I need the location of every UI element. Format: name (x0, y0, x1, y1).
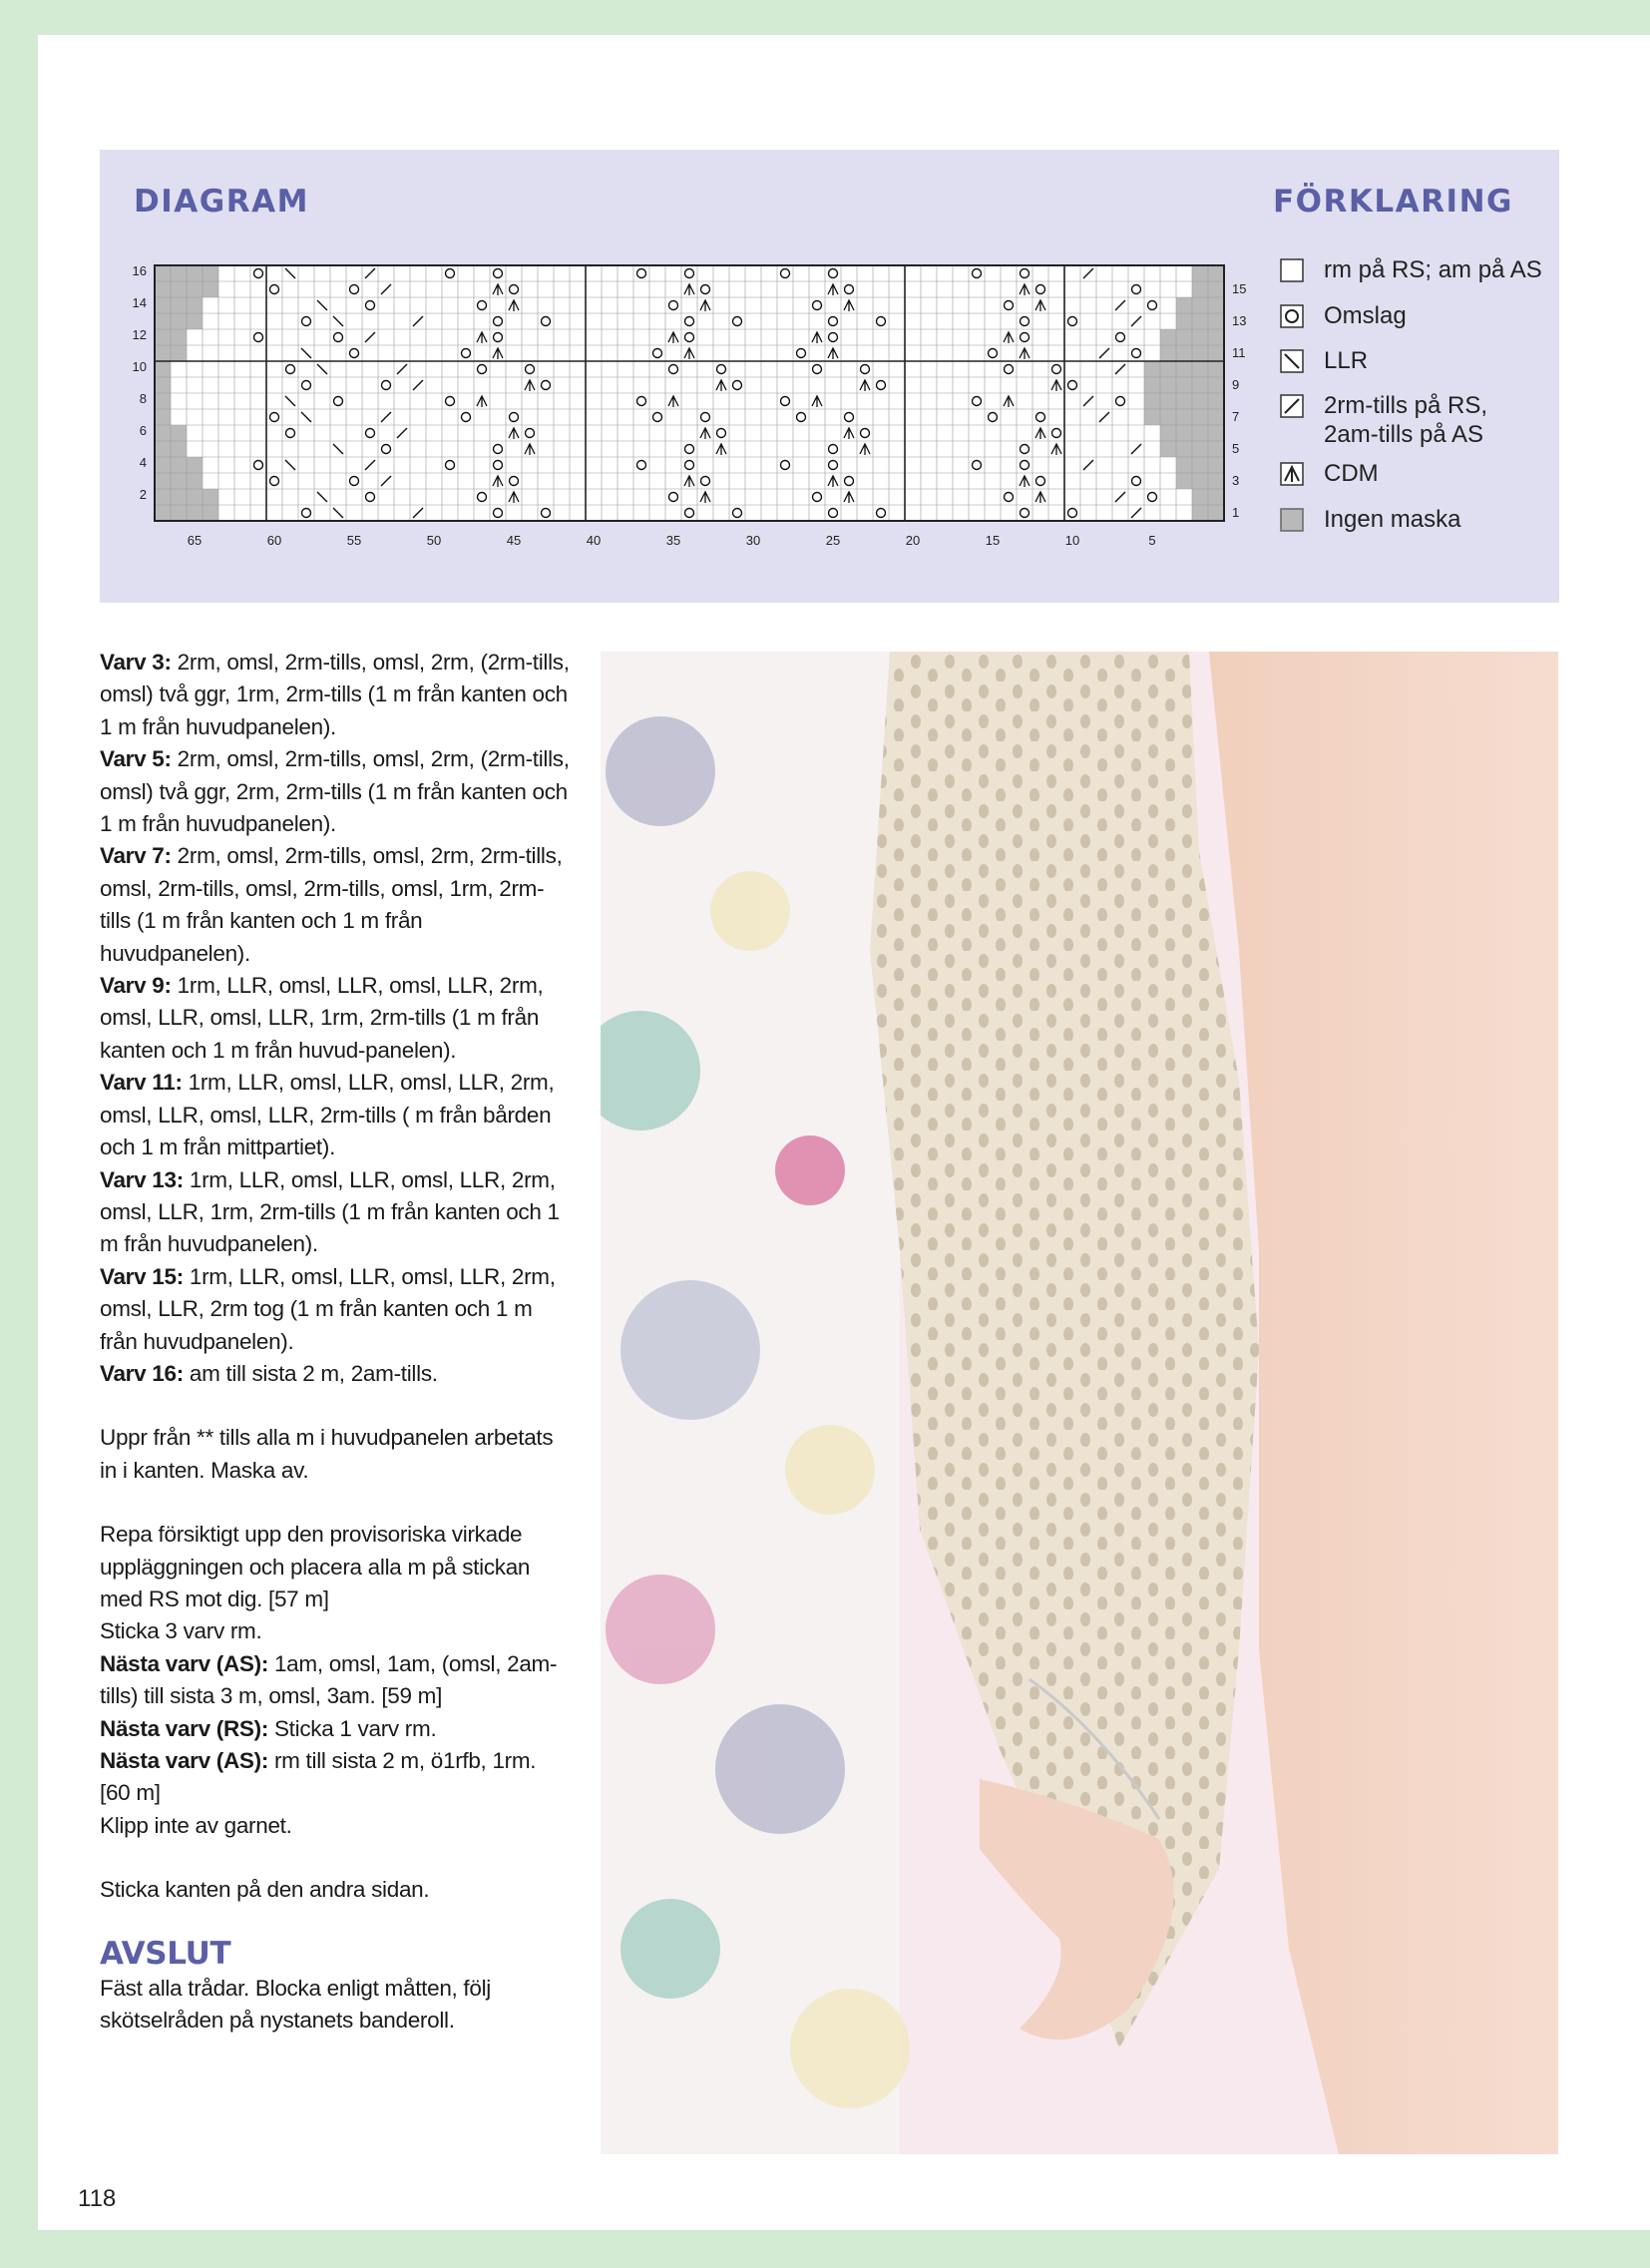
no-stitch-cell (1176, 473, 1192, 489)
no-stitch-cell (1192, 329, 1208, 345)
no-stitch-cell (1208, 281, 1224, 297)
no-stitch-cell (1144, 377, 1160, 393)
blank-square-icon (1280, 258, 1304, 282)
row-instruction (100, 743, 571, 840)
row-label-right: 11 (1232, 345, 1246, 360)
column-label: 50 (426, 533, 442, 547)
legend-label: rm på RS; am på AS (1324, 256, 1542, 283)
no-stitch-cell (1192, 361, 1208, 377)
row-label-left: 4 (139, 455, 147, 470)
no-stitch-cell (1176, 393, 1192, 409)
legend-label: LLR (1324, 347, 1369, 374)
row-text: 1rm, LLR, omsl, LLR, omsl, LLR, 2rm, omsl, LLR, 1rm, 2rm-tills (1 m från kanten och 1 m från huvudpanelen). (100, 1166, 560, 1257)
no-stitch-cell (1208, 377, 1224, 393)
no-stitch-cell (1192, 281, 1208, 297)
row-text: am till sista 2 m, 2am-tills. (183, 1360, 438, 1386)
no-stitch-cell (1176, 297, 1192, 313)
no-stitch-cell (155, 441, 171, 457)
no-stitch-cell (1144, 361, 1160, 377)
no-stitch-cell (1176, 361, 1192, 377)
no-stitch-cell (155, 281, 171, 297)
row-instruction (100, 647, 571, 743)
grey-square-icon (1280, 508, 1304, 532)
no-stitch-cell (1176, 457, 1192, 473)
knitting-chart (125, 257, 1252, 547)
no-stitch-cell (1208, 505, 1224, 521)
column-label: 15 (985, 533, 1001, 547)
column-label: 20 (905, 533, 921, 547)
no-stitch-cell (187, 505, 203, 521)
no-stitch-cell (1192, 489, 1208, 505)
row-label-left: 8 (139, 391, 147, 406)
no-stitch-cell (155, 265, 171, 281)
row-label: Varv 16: (100, 1360, 184, 1386)
no-stitch-cell (1208, 473, 1224, 489)
no-stitch-cell (187, 489, 203, 505)
no-stitch-cell (1208, 489, 1224, 505)
repeat-paragraph: Uppr från ** tills alla m i huvudpanelen arbetats in i kanten. Maska av. (100, 1425, 554, 1483)
legend-label: CDM (1324, 460, 1379, 487)
no-stitch-cell (1144, 409, 1160, 425)
row-label: Varv 13: (100, 1166, 184, 1192)
no-stitch-cell (1160, 345, 1176, 361)
row-label-right: 3 (1232, 473, 1240, 488)
legend-label: Omslag (1324, 302, 1407, 329)
no-stitch-cell (1160, 393, 1176, 409)
no-stitch-cell (1160, 377, 1176, 393)
row-text: 2rm, omsl, 2rm-tills, omsl, 2rm, 2rm-tills, omsl, 2rm-tills, omsl, 2rm-tills, omsl, 1rm, 2rm-tills (1 m från kanten och 1 m från huvudpanelen). (100, 843, 563, 966)
row-instruction (100, 1358, 571, 1390)
left-slant-icon (1280, 349, 1304, 373)
no-stitch-cell (1192, 409, 1208, 425)
row-text: 1rm, LLR, omsl, LLR, omsl, LLR, 2rm, omsl, LLR, 2rm tog (1 m från kanten och 1 m från huvudpanelen). (100, 1263, 556, 1354)
row-label-left: 10 (132, 359, 147, 374)
column-label: 25 (825, 533, 841, 547)
instructions (100, 647, 571, 2037)
no-stitch-cell (1192, 297, 1208, 313)
no-stitch-cell (1208, 441, 1224, 457)
no-stitch-cell (171, 281, 187, 297)
no-stitch-cell (155, 425, 171, 441)
row-label: Varv 15: (100, 1263, 184, 1289)
row-label: Varv 7: (100, 843, 172, 869)
no-stitch-cell (203, 505, 218, 521)
no-stitch-cell (1208, 265, 1224, 281)
no-stitch-cell (1176, 441, 1192, 457)
right-slant-icon (1280, 394, 1304, 418)
no-stitch-cell (171, 345, 187, 361)
no-stitch-cell (187, 265, 203, 281)
diagram-title: DIAGRAM (134, 184, 309, 220)
row-text: 2rm, omsl, 2rm-tills, omsl, 2rm, (2rm-tills, omsl) två ggr, 2rm, 2rm-tills (1 m från kanten och 1 m från huvudpanelen). (100, 746, 570, 837)
no-stitch-cell (1160, 361, 1176, 377)
row-label-right: 9 (1232, 377, 1240, 392)
row-label: Varv 3: (100, 650, 172, 675)
no-stitch-cell (155, 329, 171, 345)
row-label-left: 6 (139, 423, 147, 438)
circle-yarnover-icon (1280, 304, 1304, 328)
no-stitch-cell (1160, 425, 1176, 441)
no-stitch-cell (1192, 393, 1208, 409)
row-label-right: 15 (1232, 281, 1247, 296)
pickup-paragraph: Repa försiktigt upp den provisoriska virkade uppläggningen och placera alla m på stickan med RS mot dig. [57 m] (100, 1522, 531, 1611)
no-stitch-cell (1208, 297, 1224, 313)
no-stitch-cell (187, 313, 203, 329)
no-stitch-cell (1192, 473, 1208, 489)
row-label-left: 2 (139, 487, 147, 502)
no-stitch-cell (1208, 361, 1224, 377)
no-stitch-cell (203, 489, 218, 505)
legend-item (1280, 255, 1542, 284)
no-stitch-cell (1208, 425, 1224, 441)
no-stitch-cell (155, 505, 171, 521)
legend-item (1280, 459, 1379, 488)
no-stitch-cell (1192, 425, 1208, 441)
no-stitch-cell (1160, 441, 1176, 457)
avslut-title: AVSLUT (100, 1935, 231, 1972)
knit-rows-line: Sticka 3 varv rm. (100, 1618, 262, 1644)
column-label: 65 (187, 533, 203, 547)
next-row-text: 1am, omsl, 1am, (omsl, 2am-tills) till sista 3 m, omsl, 3am. [59 m] (100, 1650, 558, 1709)
no-stitch-cell (203, 265, 218, 281)
no-stitch-cell (1208, 393, 1224, 409)
legend-item (1280, 391, 1487, 449)
row-label-right: 7 (1232, 409, 1240, 424)
legend-label: Ingen maska (1324, 506, 1461, 533)
row-label-left: 14 (132, 295, 147, 310)
no-stitch-cell (155, 345, 171, 361)
cdm-arrow-icon (1280, 462, 1304, 486)
no-stitch-cell (1208, 345, 1224, 361)
row-label-left: 16 (132, 263, 147, 278)
no-stitch-cell (155, 377, 171, 393)
no-stitch-cell (171, 457, 187, 473)
no-stitch-cell (171, 297, 187, 313)
next-row-ws-1 (100, 1648, 571, 1713)
no-stitch-cell (1192, 345, 1208, 361)
no-stitch-cell (155, 489, 171, 505)
shawl-photo (601, 652, 1558, 2154)
no-stitch-cell (1192, 265, 1208, 281)
row-instruction (100, 1067, 571, 1163)
no-stitch-cell (155, 473, 171, 489)
legend-item (1280, 346, 1368, 375)
no-stitch-cell (187, 297, 203, 313)
no-stitch-cell (187, 457, 203, 473)
row-label: Varv 11: (100, 1070, 183, 1096)
row-label: Varv 9: (100, 973, 172, 999)
row-instruction (100, 970, 571, 1067)
row-label-right: 5 (1232, 441, 1240, 456)
row-label: Varv 5: (100, 746, 172, 772)
legend-label: 2rm-tills på RS, 2am-tills på AS (1324, 392, 1488, 448)
no-stitch-cell (1176, 409, 1192, 425)
no-stitch-cell (1176, 329, 1192, 345)
column-label: 35 (665, 533, 681, 547)
no-stitch-cell (171, 329, 187, 345)
next-row-label: Nästa varv (RS): (100, 1715, 269, 1741)
legend-item (1280, 301, 1407, 330)
no-stitch-cell (155, 457, 171, 473)
no-stitch-cell (155, 361, 171, 377)
row-instruction (100, 1261, 571, 1358)
no-stitch-cell (155, 313, 171, 329)
no-stitch-cell (171, 265, 187, 281)
no-stitch-cell (171, 473, 187, 489)
no-stitch-cell (155, 297, 171, 313)
legend-item (1280, 505, 1460, 534)
avslut-text: Fäst alla trådar. Blocka enligt måtten, följ skötselråden på nystanets banderoll. (100, 1975, 491, 2034)
no-stitch-cell (1192, 441, 1208, 457)
next-row-label: Nästa varv (AS): (100, 1748, 269, 1773)
next-row-text: Sticka 1 varv rm. (268, 1715, 437, 1741)
no-stitch-cell (155, 393, 171, 409)
no-stitch-cell (1192, 313, 1208, 329)
no-stitch-cell (203, 281, 218, 297)
row-text: 1rm, LLR, omsl, LLR, omsl, LLR, 2rm, omsl, LLR, omsl, LLR, 2rm-tills ( m från bården och 1 m från mittpartiet). (100, 1070, 555, 1160)
column-label: 40 (586, 533, 602, 547)
row-instructions (100, 647, 571, 1390)
column-label: 45 (506, 533, 522, 547)
column-label: 55 (346, 533, 362, 547)
no-stitch-cell (1208, 457, 1224, 473)
no-stitch-cell (1144, 393, 1160, 409)
row-instruction (100, 1164, 571, 1261)
next-row-rs (100, 1713, 571, 1745)
no-stitch-cell (1176, 313, 1192, 329)
column-label: 60 (266, 533, 282, 547)
no-stitch-cell (171, 425, 187, 441)
no-stitch-cell (171, 313, 187, 329)
no-stitch-cell (187, 473, 203, 489)
next-row-label: Nästa varv (AS): (100, 1650, 269, 1676)
row-label-right: 13 (1232, 313, 1247, 328)
no-cut-line: Klipp inte av garnet. (100, 1812, 292, 1838)
row-instruction (100, 840, 571, 970)
no-stitch-cell (171, 489, 187, 505)
no-stitch-cell (171, 505, 187, 521)
no-stitch-cell (1208, 329, 1224, 345)
next-row-ws-2 (100, 1745, 571, 1810)
no-stitch-cell (1176, 345, 1192, 361)
other-side-line: Sticka kanten på den andra sidan. (100, 1877, 430, 1903)
no-stitch-cell (187, 281, 203, 297)
no-stitch-cell (1176, 425, 1192, 441)
column-label: 10 (1064, 533, 1080, 547)
column-label: 5 (1148, 533, 1156, 547)
no-stitch-cell (1208, 313, 1224, 329)
no-stitch-cell (171, 441, 187, 457)
legend-title: FÖRKLARING (1273, 184, 1513, 220)
column-label: 30 (745, 533, 761, 547)
next-row-text: rm till sista 2 m, ö1rfb, 1rm. [60 m] (100, 1748, 537, 1806)
no-stitch-cell (1176, 377, 1192, 393)
no-stitch-cell (155, 409, 171, 425)
row-text: 1rm, LLR, omsl, LLR, omsl, LLR, 2rm, omsl, LLR, omsl, LLR, 1rm, 2rm-tills (1 m från kanten och 1 m från huvud-panelen). (100, 973, 544, 1063)
page-number: 118 (78, 2185, 117, 2212)
no-stitch-cell (1160, 409, 1176, 425)
row-label-right: 1 (1232, 505, 1240, 520)
no-stitch-cell (1192, 377, 1208, 393)
row-label-left: 12 (132, 327, 147, 342)
no-stitch-cell (1192, 505, 1208, 521)
no-stitch-cell (1208, 409, 1224, 425)
no-stitch-cell (1192, 457, 1208, 473)
row-text: 2rm, omsl, 2rm-tills, omsl, 2rm, (2rm-tills, omsl) två ggr, 1rm, 2rm-tills (1 m från kanten och 1 m från huvudpanelen). (100, 650, 570, 739)
no-stitch-cell (1160, 329, 1176, 345)
